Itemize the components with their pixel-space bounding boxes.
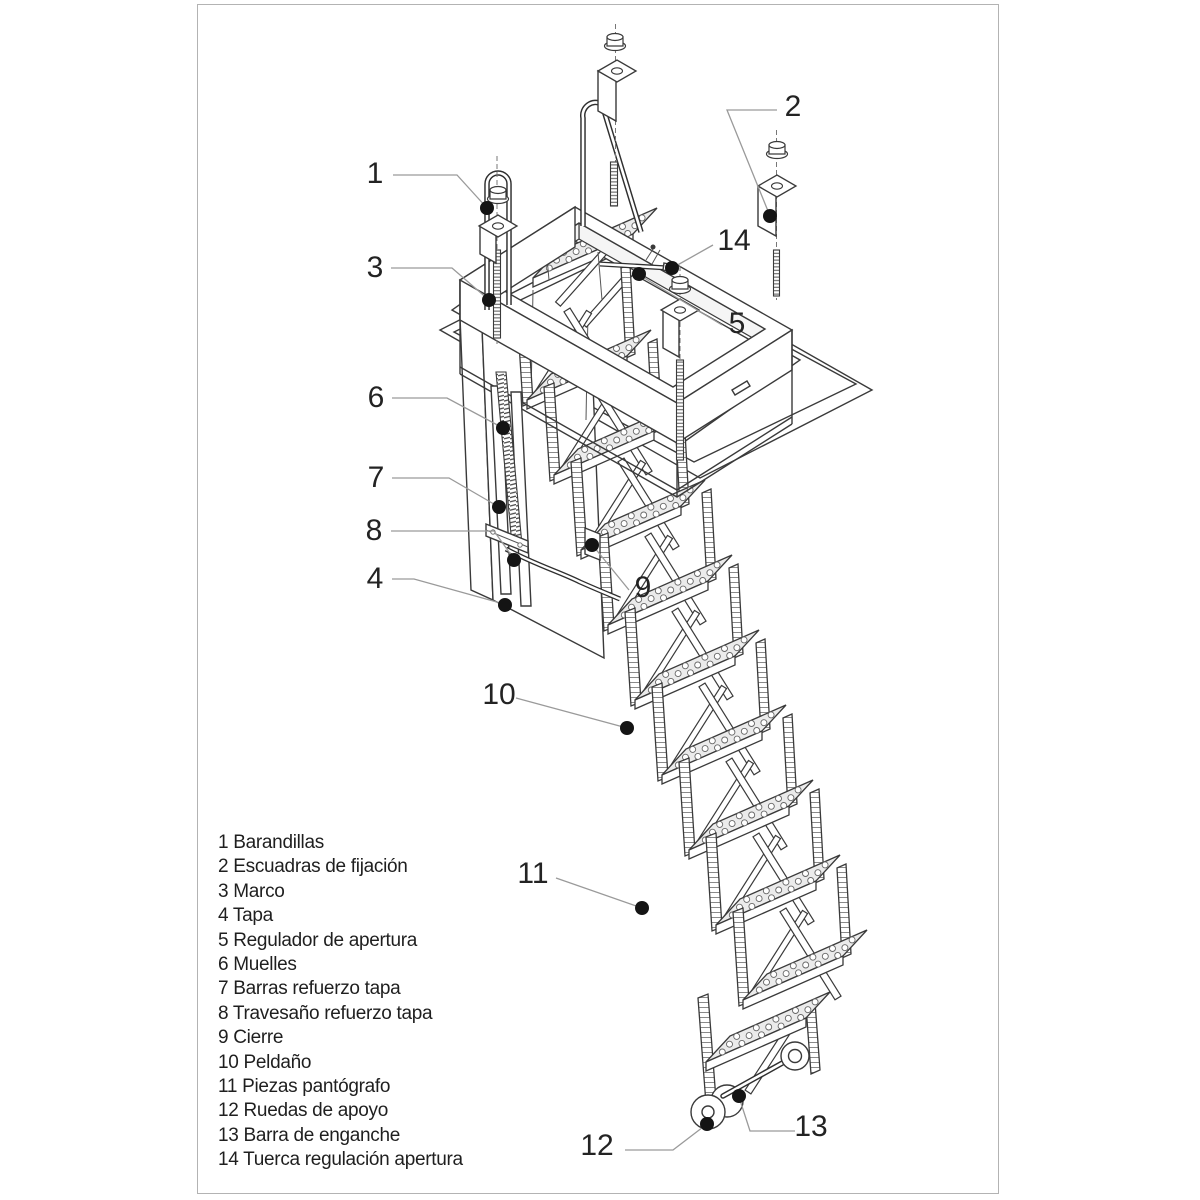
legend-item: 1 Barandillas xyxy=(218,832,324,853)
callout-label-8: 8 xyxy=(365,514,383,547)
callout-label-9: 9 xyxy=(634,571,652,604)
callout-label-4: 4 xyxy=(366,562,384,595)
legend-item: 5 Regulador de apertura xyxy=(218,929,418,951)
legend-item: 13 Barra de enganche xyxy=(218,1124,401,1146)
legend-item: 4 Tapa xyxy=(218,905,273,927)
legend-item: 12 Ruedas de apoyo xyxy=(218,1100,388,1122)
callout-label-6: 6 xyxy=(367,381,385,414)
callout-label-10: 10 xyxy=(482,678,516,711)
nut-left xyxy=(488,187,509,204)
callout-label-13: 13 xyxy=(794,1110,828,1143)
nut-right xyxy=(767,142,788,159)
callout-label-5: 5 xyxy=(728,307,746,340)
legend-item: 9 Cierre xyxy=(218,1027,284,1049)
callout-label-1: 1 xyxy=(366,157,384,190)
callout-label-3: 3 xyxy=(366,251,384,284)
legend-item: 14 Tuerca regulación apertura xyxy=(218,1149,463,1171)
callout-label-7: 7 xyxy=(367,461,385,494)
callout-label-12: 12 xyxy=(580,1129,614,1162)
nut-top-center xyxy=(605,34,626,51)
legend-item: 2 Escuadras de fijación xyxy=(218,856,408,878)
callout-label-2: 2 xyxy=(784,90,802,123)
nut-inner xyxy=(670,277,691,294)
callout-label-14: 14 xyxy=(717,224,751,257)
legend-item: 11 Piezas pantógrafo xyxy=(218,1075,391,1097)
legend-item: 6 Muelles xyxy=(218,953,297,975)
legend-item: 10 Peldaño xyxy=(218,1051,312,1073)
legend-item: 7 Barras refuerzo tapa xyxy=(218,978,401,1000)
callout-label-11: 11 xyxy=(517,857,549,890)
legend-item: 8 Travesaño refuerzo tapa xyxy=(218,1002,433,1024)
parts-legend xyxy=(218,831,463,1172)
legend-item: 3 Marco xyxy=(218,880,285,902)
